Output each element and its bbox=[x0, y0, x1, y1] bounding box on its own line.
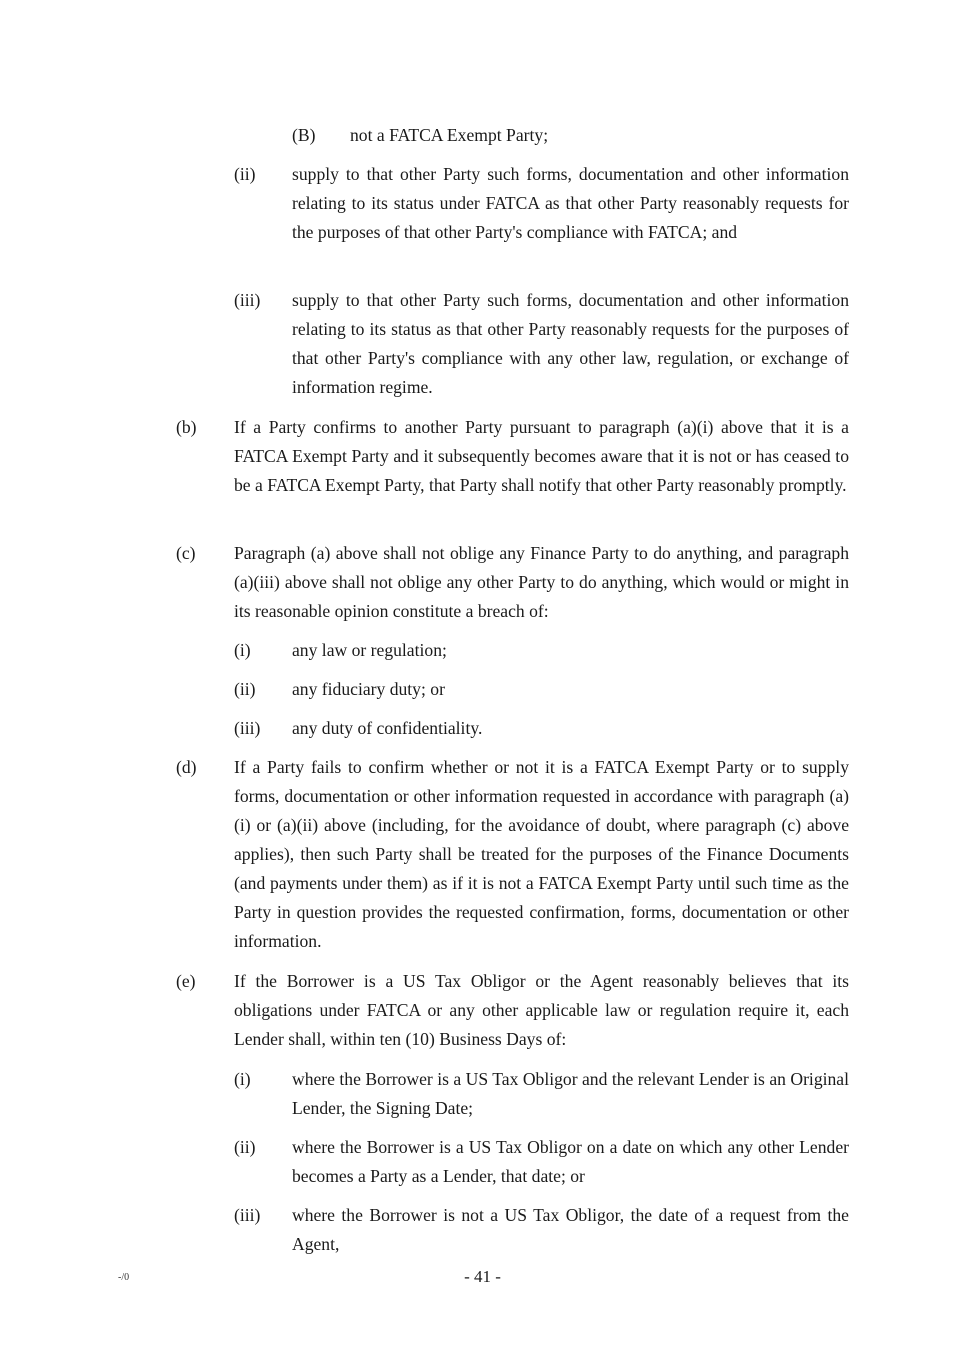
clause-label: (e) bbox=[176, 971, 196, 991]
clause-text: not a FATCA Exempt Party; bbox=[350, 125, 549, 145]
clause-text: any fiduciary duty; or bbox=[292, 679, 445, 699]
clause-text: where the Borrower is a US Tax Obligor on a date on which any other Lender becomes a Party as a Lender, that date; or bbox=[292, 1137, 849, 1186]
clause-label: (i) bbox=[234, 640, 251, 660]
footer-doc-ref: -/0 bbox=[118, 1272, 130, 1283]
clause-label: (ii) bbox=[234, 679, 256, 699]
clause-label: (i) bbox=[234, 1069, 251, 1089]
clause-text: supply to that other Party such forms, documentation and other information relating to its status as that other Party reasonably requests for the purposes of that other Party's compliance with any other law, regulation, or exchange of information regime. bbox=[292, 290, 849, 397]
clause-text: Paragraph (a) above shall not oblige any Finance Party to do anything, and paragraph (a)(iii) above shall not oblige any other Party to do anything, which would or might in its reasonable opinion constitute a breach of: bbox=[234, 543, 849, 621]
clause-text: any duty of confidentiality. bbox=[292, 718, 483, 738]
clause-text: supply to that other Party such forms, documentation and other information relating to its status under FATCA as that other Party reasonably requests for the purposes of that other Party's compliance with FATCA; and bbox=[292, 164, 849, 242]
clause-label: (c) bbox=[176, 543, 196, 563]
clause-text: where the Borrower is not a US Tax Obligor, the date of a request from the Agent, bbox=[292, 1205, 849, 1254]
clause-text: If the Borrower is a US Tax Obligor or the Agent reasonably believes that its obligations under FATCA or any other applicable law or regulation require it, each Lender shall, within ten (10) Business Days of: bbox=[234, 971, 849, 1049]
clause-label: (b) bbox=[176, 417, 197, 437]
clause-label: (B) bbox=[292, 125, 316, 145]
clause-text: any law or regulation; bbox=[292, 640, 447, 660]
clause-label: (ii) bbox=[234, 164, 256, 184]
clause-label: (d) bbox=[176, 757, 197, 777]
clause-text: where the Borrower is a US Tax Obligor and the relevant Lender is an Original Lender, the Signing Date; bbox=[292, 1069, 849, 1118]
clause-label: (ii) bbox=[234, 1137, 256, 1157]
clause-label: (iii) bbox=[234, 718, 261, 738]
page-number: - 41 - bbox=[464, 1267, 501, 1286]
clause-label: (iii) bbox=[234, 1205, 261, 1225]
clause-text: If a Party confirms to another Party pursuant to paragraph (a)(i) above that it is a FATCA Exempt Party and it subsequently becomes aware that it is not or has ceased to be a FATCA Exempt Party, that Party shall notify that other Party reasonably promptly. bbox=[234, 417, 849, 495]
clause-label: (iii) bbox=[234, 290, 261, 310]
clause-text: If a Party fails to confirm whether or not it is a FATCA Exempt Party or to supply forms, documentation or other information requested in accordance with paragraph (a)(i) or (a)(ii) above (including, for the avoidance of doubt, where paragraph (c) above applies), then such Party shall be treated for the purposes of the Finance Documents (and payments under them) as if it is not a FATCA Exempt Party until such time as the Party in question provides the requested confirmation, forms, documentation or other information. bbox=[234, 757, 849, 951]
